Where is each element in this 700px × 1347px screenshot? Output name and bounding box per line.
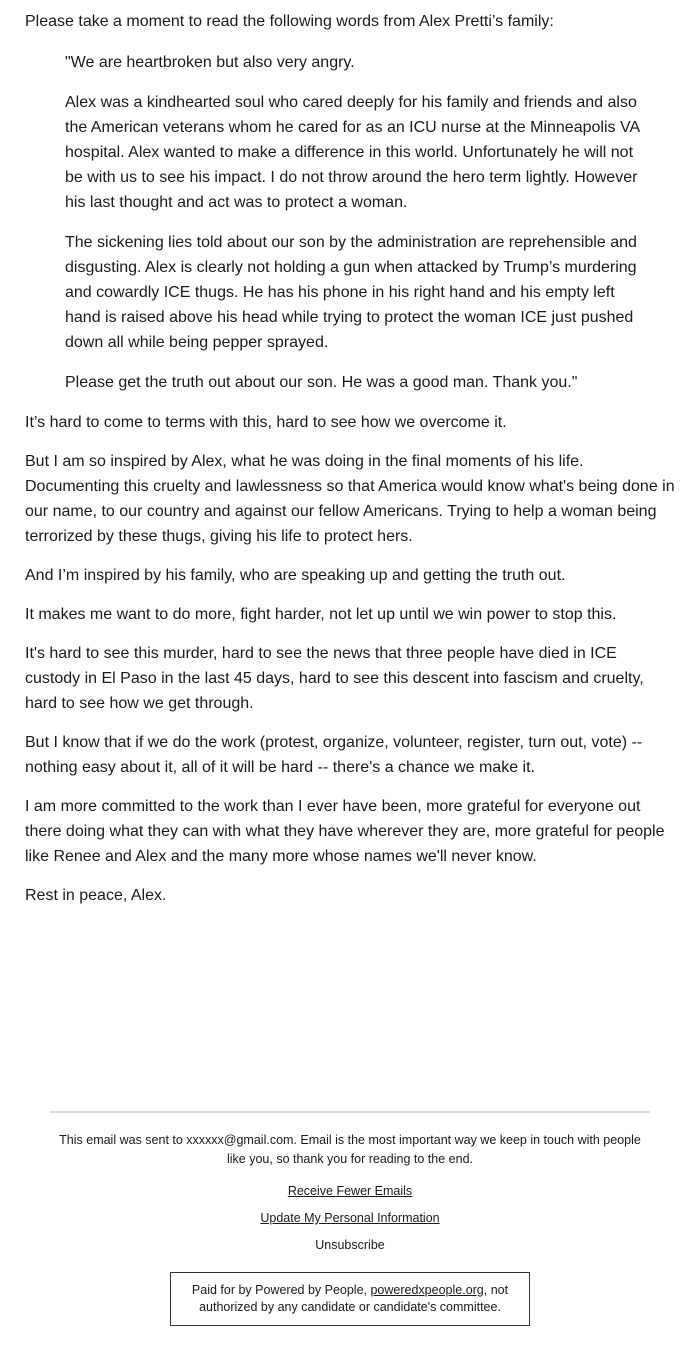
family-statement-quote <box>65 50 640 395</box>
body-paragraph: It’s hard to come to terms with this, hard to see how we overcome it. <box>25 414 507 431</box>
unsubscribe-link[interactable]: Unsubscribe <box>315 1238 385 1252</box>
body-paragraph: It's hard to see this murder, hard to see the news that three people have died in ICE custody in El Paso in the last 45 days, hard to see this descent into fascism and cruelty, hard to see how we get through. <box>25 645 644 712</box>
email-footer <box>50 1131 650 1326</box>
quote-paragraph: Alex was a kindhearted soul who cared deeply for his family and friends and also the American veterans whom he cared for as an ICU nurse at the Minneapolis VA hospital. Alex wanted to make a difference in this world. Unfortunately he will not be with us to see his impact. I do not throw around the hero term lightly. However his last thought and act was to protect a woman. <box>65 94 640 211</box>
update-personal-info-link[interactable]: Update My Personal Information <box>260 1211 440 1225</box>
paid-for-disclaimer <box>170 1272 530 1326</box>
sent-notice: This email was sent to xxxxxx@gmail.com. Email is the most important way we keep in touch with people like you, so thank you for reading to the end. <box>59 1133 641 1166</box>
email-body <box>25 9 675 922</box>
quote-paragraph: The sickening lies told about our son by the administration are reprehensible and disgusting. Alex is clearly not holding a gun when attacked by Trump’s murdering and cowardly ICE thugs. He has his phone in his right hand and his empty left hand is raised above his head while trying to protect the woman ICE just pushed down all while being pepper sprayed. <box>65 234 637 351</box>
intro-paragraph: Please take a moment to read the following words from Alex Pretti’s family: <box>25 13 554 30</box>
quote-paragraph: "We are heartbroken but also very angry. <box>65 54 355 71</box>
disclaimer-suffix: , not authorized by any candidate or candidate's committee. <box>199 1283 509 1314</box>
body-paragraph: And I’m inspired by his family, who are speaking up and getting the truth out. <box>25 567 566 584</box>
sign-off: Rest in peace, Alex. <box>25 887 167 904</box>
body-paragraph: It makes me want to do more, fight harder, not let up until we win power to stop this. <box>25 606 617 623</box>
body-paragraph: But I am so inspired by Alex, what he was doing in the final moments of his life. Documenting this cruelty and lawlessness so that America would know what's being done in our name, to our country and against our fellow Americans. Trying to help a woman being terrorized by these thugs, giving his life to protect hers. <box>25 453 675 545</box>
quote-paragraph: Please get the truth out about our son. He was a good man. Thank you." <box>65 374 578 391</box>
organization-website-link[interactable]: poweredxpeople.org <box>370 1283 484 1297</box>
body-paragraph: I am more committed to the work than I ever have been, more grateful for everyone out there doing what they can with what they have wherever they are, more grateful for people like Renee and Alex and the many more whose names we'll never know. <box>25 798 665 865</box>
body-paragraph: But I know that if we do the work (protest, organize, volunteer, register, turn out, vote) -- nothing easy about it, all of it will be hard -- there's a chance we make it. <box>25 734 643 776</box>
receive-fewer-emails-link[interactable]: Receive Fewer Emails <box>287 1184 413 1198</box>
footer-divider <box>50 1111 650 1113</box>
disclaimer-prefix: Paid for by Powered by People, <box>191 1283 371 1297</box>
